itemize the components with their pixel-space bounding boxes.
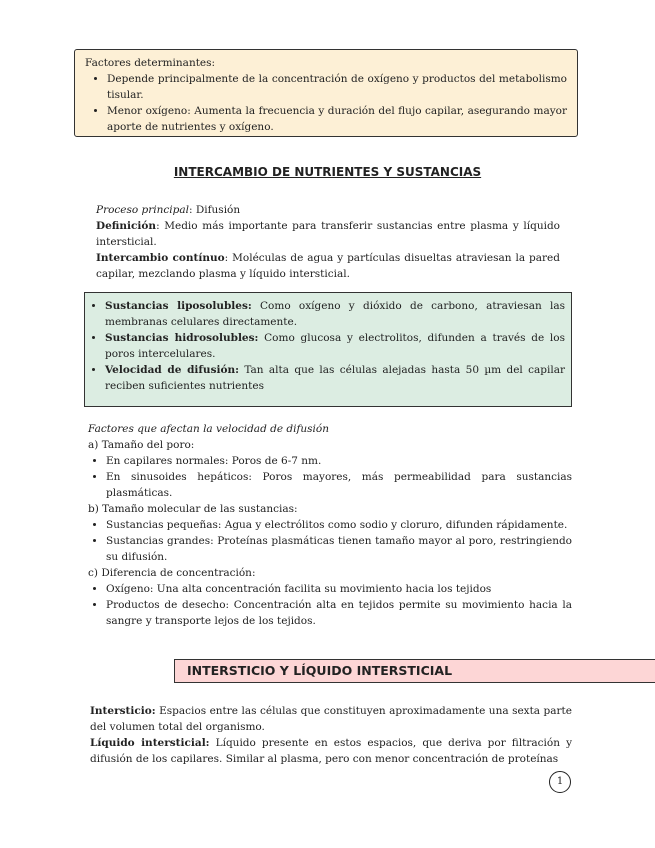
substances-box (84, 292, 572, 407)
factor-c-heading: c) Diferencia de concentración: (88, 567, 256, 579)
continuous-line (96, 250, 560, 282)
substances-list (91, 298, 565, 394)
definition-term: Definición (96, 220, 157, 232)
process-value: : Difusión (189, 204, 241, 216)
process-label: Proceso principal (96, 204, 189, 216)
factor-c-list (88, 581, 572, 629)
factor-a-heading: a) Tamaño del poro: (88, 439, 195, 451)
diffusion-heading-text: Factores que afectan la velocidad de difusión (88, 423, 329, 435)
intersticio-def: Espacios entre las células que constituyen aproximadamente una sexta parte del volumen total del organismo. (90, 705, 572, 733)
process-line (96, 202, 560, 218)
item-text: Como oxígeno y dióxido de carbono, atraviesan las membranas celulares directamente. (105, 300, 566, 328)
item-text: Como glucosa y electrolitos, difunden a través de los poros intercelulares. (105, 332, 565, 360)
list-item (105, 362, 565, 394)
intersticio-line (90, 703, 572, 735)
diffusion-factors (88, 421, 572, 629)
definition-text: : Medio más importante para transferir sustancias entre plasma y líquido intersticial. (96, 220, 560, 248)
list-item (105, 330, 565, 362)
item-text: Tan alta que las células alejadas hasta 50 µm del capilar reciben suficientes nutrientes (105, 364, 565, 392)
factor-b-heading: b) Tamaño molecular de las sustancias: (88, 503, 298, 515)
factor-a-list (88, 453, 572, 501)
factors-list (85, 71, 567, 135)
liquido-line (90, 735, 572, 767)
factors-heading: Factores determinantes: (85, 57, 216, 69)
list-item: • Sustancias pequeñas: Agua y electrólitos como sodio y cloruro, difunden rápidamente. (106, 517, 572, 533)
list-item: • Depende principalmente de la concentración de oxígeno y productos del metabolismo tisular. (107, 71, 567, 103)
list-item: • En capilares normales: Poros de 6-7 nm. (106, 453, 572, 469)
list-item: • En sinusoides hepáticos: Poros mayores, más permeabilidad para sustancias plasmáticas. (106, 469, 572, 501)
list-item: • Sustancias grandes: Proteínas plasmáticas tienen tamaño mayor al poro, restringiendo su difusión. (106, 533, 572, 565)
item-term: Sustancias hidrosolubles: (105, 332, 259, 344)
intersticio-text (90, 703, 572, 767)
continuous-term: Intercambio contínuo (96, 252, 225, 264)
list-item: • Oxígeno: Una alta concentración facilita su movimiento hacia los tejidos (106, 581, 572, 597)
definition-line (96, 218, 560, 250)
page-number: 1 (549, 771, 571, 793)
factor-b-list (88, 517, 572, 565)
list-item: • Menor oxígeno: Aumenta la frecuencia y duración del flujo capilar, asegurando mayor aporte de nutrientes y oxígeno. (107, 103, 567, 135)
continuous-text: : Moléculas de agua y partículas disueltas atraviesan la pared capilar, mezclando plasma y líquido intersticial. (96, 252, 560, 280)
section-title-intercambio: INTERCAMBIO DE NUTRIENTES Y SUSTANCIAS (173, 165, 482, 179)
liquido-term: Líquido intersticial: (90, 737, 210, 749)
item-term: Velocidad de difusión: (105, 364, 239, 376)
intersticio-term: Intersticio: (90, 705, 156, 717)
list-item (105, 298, 565, 330)
diffusion-heading (88, 421, 572, 437)
item-term: Sustancias liposolubles: (105, 300, 252, 312)
intercambio-text (96, 202, 560, 282)
list-item: • Productos de desecho: Concentración alta en tejidos permite su movimiento hacia la sangre y transporte lejos de los tejidos. (106, 597, 572, 629)
factors-box (74, 49, 578, 137)
liquido-def: Líquido presente en estos espacios, que deriva por filtración y difusión de los capilares. Similar al plasma, pero con menor concentración de proteínas (90, 737, 572, 765)
section-title-intersticio: INTERSTICIO Y LÍQUIDO INTERSTICIAL (174, 659, 655, 683)
